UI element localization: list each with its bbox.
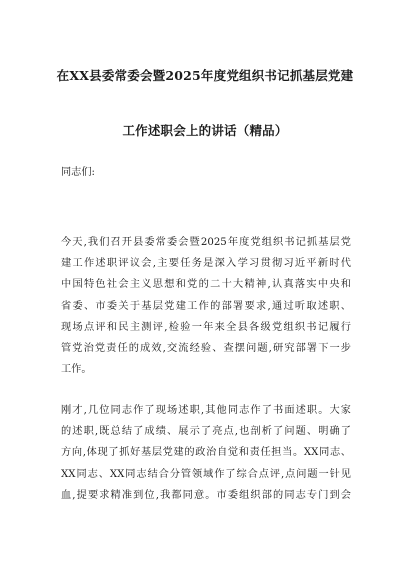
paragraph-line: 省委、市委关于基层党建工作的部署要求,通过听取述职、: [61, 300, 351, 312]
paragraph-line: 的述职,既总结了成绩、展示了亮点,也剖析了问题、明确了: [61, 426, 351, 438]
paragraph-2: [61, 400, 351, 506]
document-title-line-1: 在XX县委常委会暨2025年度党组织书记抓基层党建: [56, 68, 354, 83]
paragraph-line: 血,提要求精准到位,我都同意。市委组织部的同志专门到会: [61, 489, 351, 501]
document-title-line-2: 工作述职会上的讲话（精品）: [122, 123, 288, 138]
paragraph-line: XX同志、XX同志结合分管领域作了综合点评,点问题一针见: [61, 468, 351, 480]
greeting-text: 同志们:: [61, 167, 95, 178]
paragraph-line: 建工作述职评议会,主要任务是深入学习贯彻习近平新时代: [61, 258, 351, 270]
paragraph-line: 管党治党责任的成效,交流经验、查摆问题,研究部署下一步: [61, 343, 351, 355]
paragraph-line: 今天,我们召开县委常委会暨2025年度党组织书记抓基层党: [61, 237, 351, 248]
paragraph-line: 方向,体现了抓好基层党建的政治自觉和责任担当。XX同志、: [61, 447, 351, 459]
paragraph-line: 现场点评和民主测评,检验一年来全县各级党组织书记履行: [61, 321, 351, 333]
paragraph-line: 刚才,几位同志作了现场述职,其他同志作了书面述职。大家: [61, 405, 351, 416]
paragraph-line: 工作。: [61, 364, 92, 376]
paragraph-line: 中国特色社会主义思想和党的二十大精神,认真落实中央和: [61, 279, 351, 291]
greeting: [61, 162, 351, 183]
paragraph-1: [61, 232, 351, 380]
